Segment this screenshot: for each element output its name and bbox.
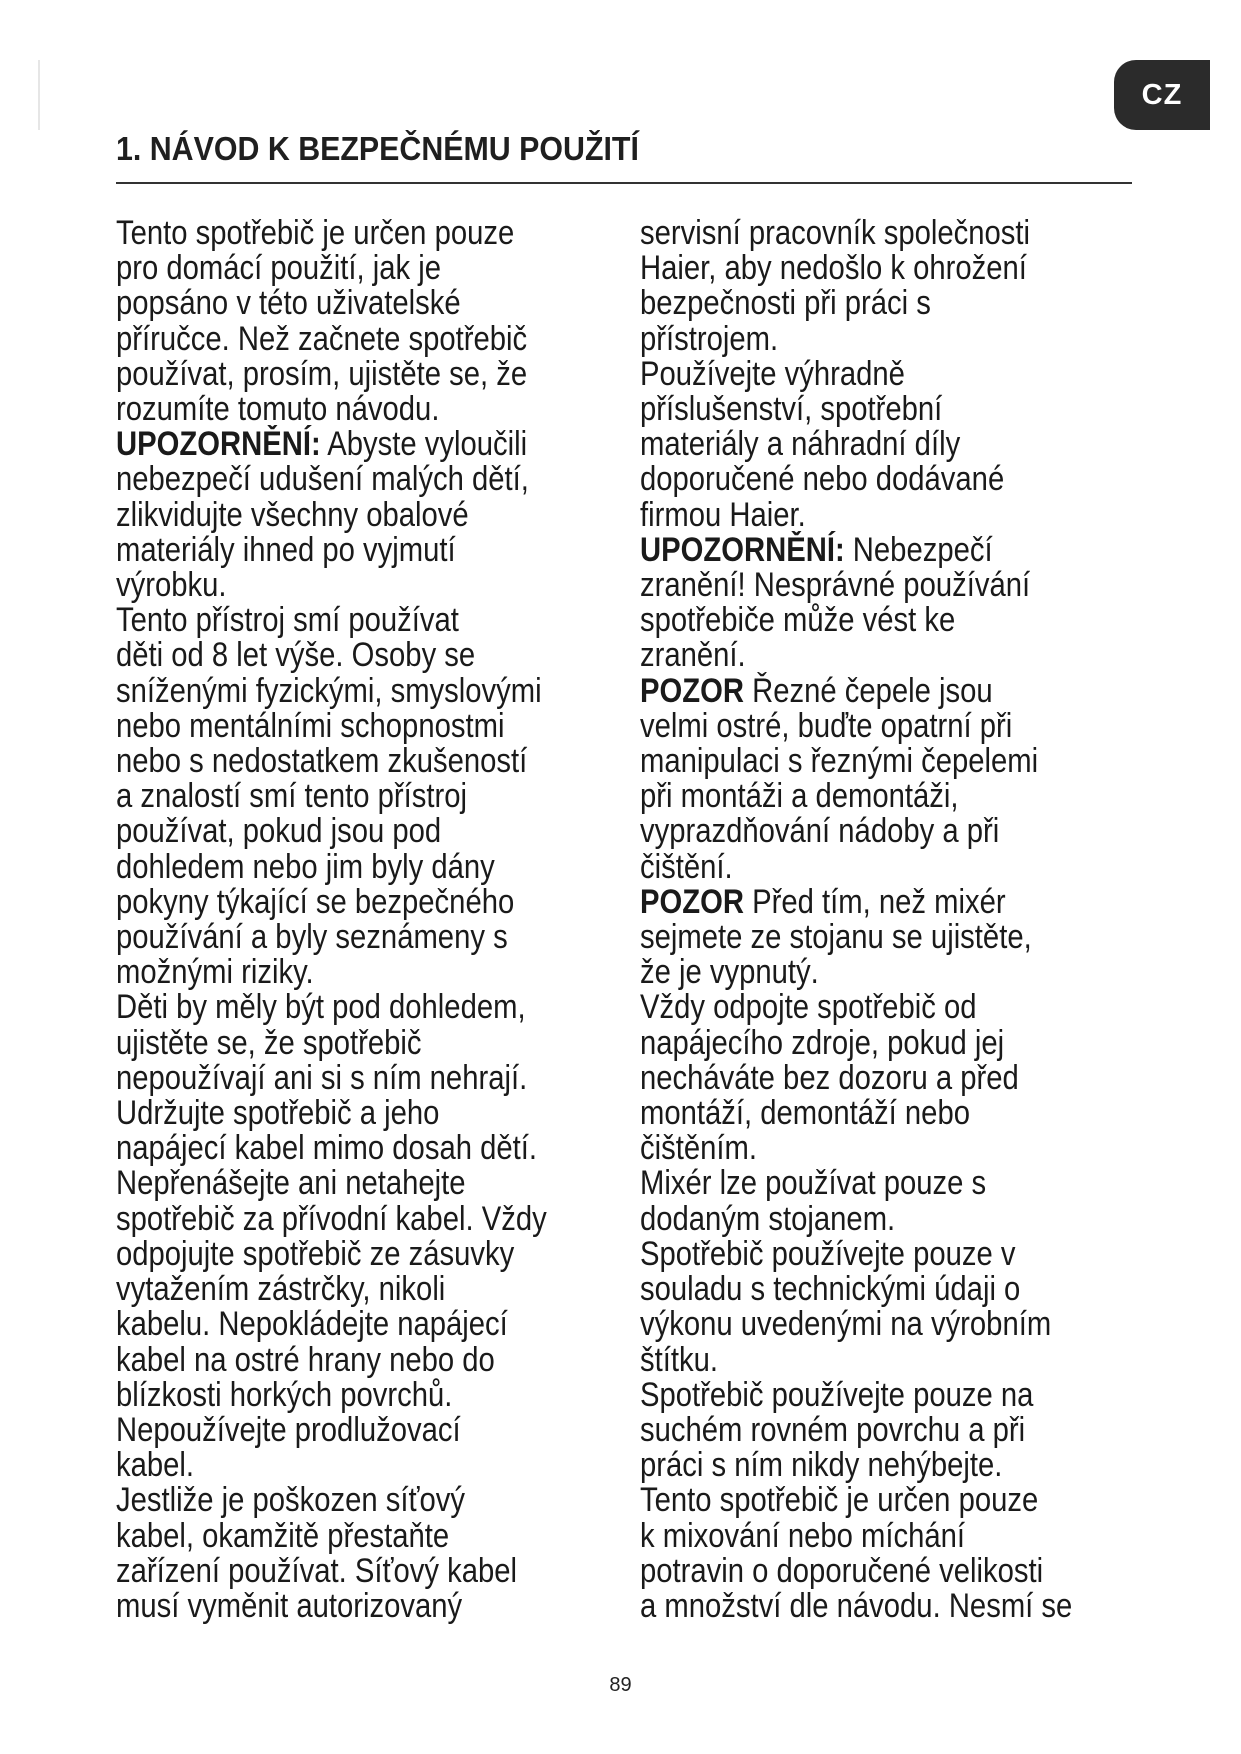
text-line [116,955,547,990]
text-line [116,427,547,462]
page-title: 1. NÁVOD K BEZPEČNÉMU POUŽITÍ [116,130,639,167]
line-text: kabel na ostré hrany nebo do [116,1340,495,1379]
text-line [116,495,547,534]
page-number: 89 [609,1674,632,1696]
text-line [116,779,547,814]
line-text: dodaným stojanem. [640,1199,896,1238]
line-text: výrobku. [116,566,227,605]
line-text: nepoužívají ani si s ním nehrají. [116,1058,528,1097]
line-text: zlikvidujte všechny obalové [116,495,469,534]
line-text: dohledem nebo jim byly dány [116,847,495,886]
text-line [116,1483,547,1518]
text-line [640,1096,1072,1131]
line-text: štítku. [640,1340,719,1379]
text-line [640,882,1072,921]
text-line [640,495,1072,534]
warning-label: POZOR [640,882,744,921]
line-text: Spotřebič používejte pouze na [640,1375,1034,1414]
text-line [116,1096,547,1131]
line-text: odpojujte spotřebič ze zásuvky [116,1234,515,1273]
line-text: necháváte bez dozoru a před [640,1058,1019,1097]
line-text: nebo s nedostatkem zkušeností [116,742,528,781]
line-text: nebezpečí udušení malých dětí, [116,460,529,499]
line-text: kabelu. Nepokládejte napájecí [116,1305,508,1344]
text-line [640,1131,1072,1166]
line-text: zranění. [640,636,746,675]
text-line [116,530,547,569]
line-text: a znalostí smí tento přístroj [116,777,468,816]
line-text: Nepřenášejte ani netahejte [116,1164,466,1203]
text-line [640,1199,1072,1238]
text-line [640,638,1072,673]
text-line [640,671,1072,710]
line-text: nebo mentálními schopnostmi [116,706,505,745]
line-text: Tento spotřebič je určen pouze [116,214,515,252]
line-text: suchém rovném povrchu a při [640,1410,1026,1449]
line-text: sejmete ze stojanu se ujistěte, [640,918,1032,957]
text-line [640,1272,1072,1307]
line-text: Abyste vyloučili [320,425,528,464]
line-text: Nebezpečí [844,530,993,569]
text-line [640,1058,1072,1097]
line-text: velmi ostré, buďte opatrní při [640,706,1013,745]
text-line [116,1166,547,1201]
language-tab: CZ [1114,60,1210,130]
text-line [116,1340,547,1379]
text-line [640,1551,1072,1590]
text-line [640,1023,1072,1062]
text-line [116,1199,547,1238]
text-line [116,1586,547,1625]
text-line [116,1448,547,1483]
text-line [116,603,547,638]
line-text: používat, prosím, ujistěte se, že [116,354,528,393]
line-text: zařízení používat. Síťový kabel [116,1551,518,1590]
text-line [640,779,1072,814]
text-line [640,286,1072,321]
line-text: spotřebiče může vést ke [640,601,956,640]
line-text: vyprazdňování nádoby a při [640,812,1000,851]
line-text: Používejte výhradně [640,354,905,393]
text-line [640,990,1072,1025]
text-line [116,638,547,673]
line-text: musí vyměnit autorizovaný [116,1586,463,1625]
line-text: pro domácí použití, jak je [116,249,442,288]
text-line [640,603,1072,638]
warning-label: UPOZORNĚNÍ: [640,530,845,569]
line-text: používání a byly seznámeny s [116,918,508,957]
text-line [116,1058,547,1097]
line-text: Vždy odpojte spotřebič od [640,988,977,1027]
text-line [116,1375,547,1414]
line-text: spotřebič za přívodní kabel. Vždy [116,1199,547,1238]
line-text: Jestliže je poškozen síťový [116,1481,466,1520]
right-column [640,216,1143,1624]
text-line [116,319,547,358]
margin-mark [38,60,40,130]
text-line [640,354,1072,393]
line-text: ujistěte se, že spotřebič [116,1023,422,1062]
text-line [116,671,547,710]
text-line [640,1340,1072,1379]
text-line [116,462,547,497]
line-text: příslušenství, spotřební [640,390,943,429]
line-text: doporučené nebo dodávané [640,460,1005,499]
text-line [116,1272,547,1307]
line-text: rozumíte tomuto návodu. [116,390,440,429]
line-text: manipulaci s řeznými čepelemi [640,742,1039,781]
text-line [116,354,547,393]
line-text: Před tím, než mixér [743,882,1006,921]
line-text: souladu s technickými údaji o [640,1270,1021,1309]
line-text: čištění. [640,847,733,886]
text-line [640,1307,1072,1342]
line-text: Řezné čepele jsou [743,671,993,710]
line-text: děti od 8 let výše. Osoby se [116,636,476,675]
text-line [116,744,547,779]
line-text: používat, pokud jsou pod [116,812,442,851]
line-text: k mixování nebo míchání [640,1516,966,1555]
text-line [116,1131,547,1166]
text-line [640,1166,1072,1201]
text-line [640,1375,1072,1414]
text-line [116,286,547,321]
text-line [640,319,1072,358]
text-line [116,990,547,1025]
text-line [640,1234,1072,1273]
warning-label: POZOR [640,671,744,710]
text-line [640,814,1072,849]
text-line [116,216,547,251]
warning-label: UPOZORNĚNÍ: [116,425,321,464]
line-text: Tento spotřebič je určen pouze [640,1481,1039,1520]
line-text: že je vypnutý. [640,953,819,992]
line-text: příručce. Než začnete spotřebič [116,319,528,358]
line-text: servisní pracovník společnosti [640,214,1031,252]
text-line [116,920,547,955]
text-line [640,955,1072,990]
text-line [116,392,547,427]
text-line [640,530,1072,569]
line-text: Udržujte spotřebič a jeho [116,1094,440,1133]
text-line [640,847,1072,886]
line-text: přístrojem. [640,319,779,358]
text-line [640,216,1072,251]
line-text: Tento přístroj smí používat [116,601,459,640]
line-text: možnými riziky. [116,953,314,992]
text-line [116,1410,547,1449]
line-text: a množství dle návodu. Nesmí se [640,1586,1073,1625]
text-line [116,706,547,745]
line-text: Haier, aby nedošlo k ohrožení [640,249,1027,288]
line-text: Spotřebič používejte pouze v [640,1234,1016,1273]
line-text: při montáži a demontáži, [640,777,959,816]
text-line [116,847,547,886]
text-line [640,251,1072,286]
text-line [116,1551,547,1590]
text-line [640,462,1072,497]
line-text: materiály ihned po vyjmutí [116,530,456,569]
line-text: zranění! Nesprávné používání [640,566,1031,605]
line-text: napájecí kabel mimo dosah dětí. [116,1129,537,1168]
line-text: montáží, demontáží nebo [640,1094,970,1133]
line-text: výkonu uvedenými na výrobním [640,1305,1052,1344]
text-line [640,1516,1072,1555]
line-text: napájecího zdroje, pokud jej [640,1023,1005,1062]
text-line [116,1307,547,1342]
title-divider [116,182,1132,184]
text-line [116,251,547,286]
line-text: bezpečnosti při práci s [640,284,931,323]
text-line [640,1483,1072,1518]
line-text: čištěním. [640,1129,758,1168]
text-line [640,427,1072,462]
text-line [640,744,1072,779]
text-line [116,1023,547,1062]
text-line [116,882,547,921]
line-text: popsáno v této uživatelské [116,284,461,323]
text-line [640,920,1072,955]
text-line [640,1410,1072,1449]
line-text: pokyny týkající se bezpečného [116,882,515,921]
line-text: práci s ním nikdy nehýbejte. [640,1446,1003,1485]
text-line [116,1516,547,1555]
text-line [640,706,1072,745]
line-text: materiály a náhradní díly [640,425,961,464]
line-text: firmou Haier. [640,495,806,534]
left-column [116,216,617,1624]
line-text: blízkosti horkých povrchů. [116,1375,453,1414]
text-line [116,814,547,849]
text-line [640,392,1072,427]
line-text: potravin o doporučené velikosti [640,1551,1044,1590]
line-text: sníženými fyzickými, smyslovými [116,671,542,710]
line-text: vytažením zástrčky, nikoli [116,1270,446,1309]
text-line [116,568,547,603]
text-line [116,1234,547,1273]
text-line [640,1586,1073,1625]
text-line [640,568,1072,603]
line-text: Mixér lze používat pouze s [640,1164,987,1203]
line-text: kabel. [116,1446,195,1485]
line-text: kabel, okamžitě přestaňte [116,1516,450,1555]
line-text: Děti by měly být pod dohledem, [116,988,526,1027]
text-line [640,1448,1072,1483]
line-text: Nepoužívejte prodlužovací [116,1410,461,1449]
